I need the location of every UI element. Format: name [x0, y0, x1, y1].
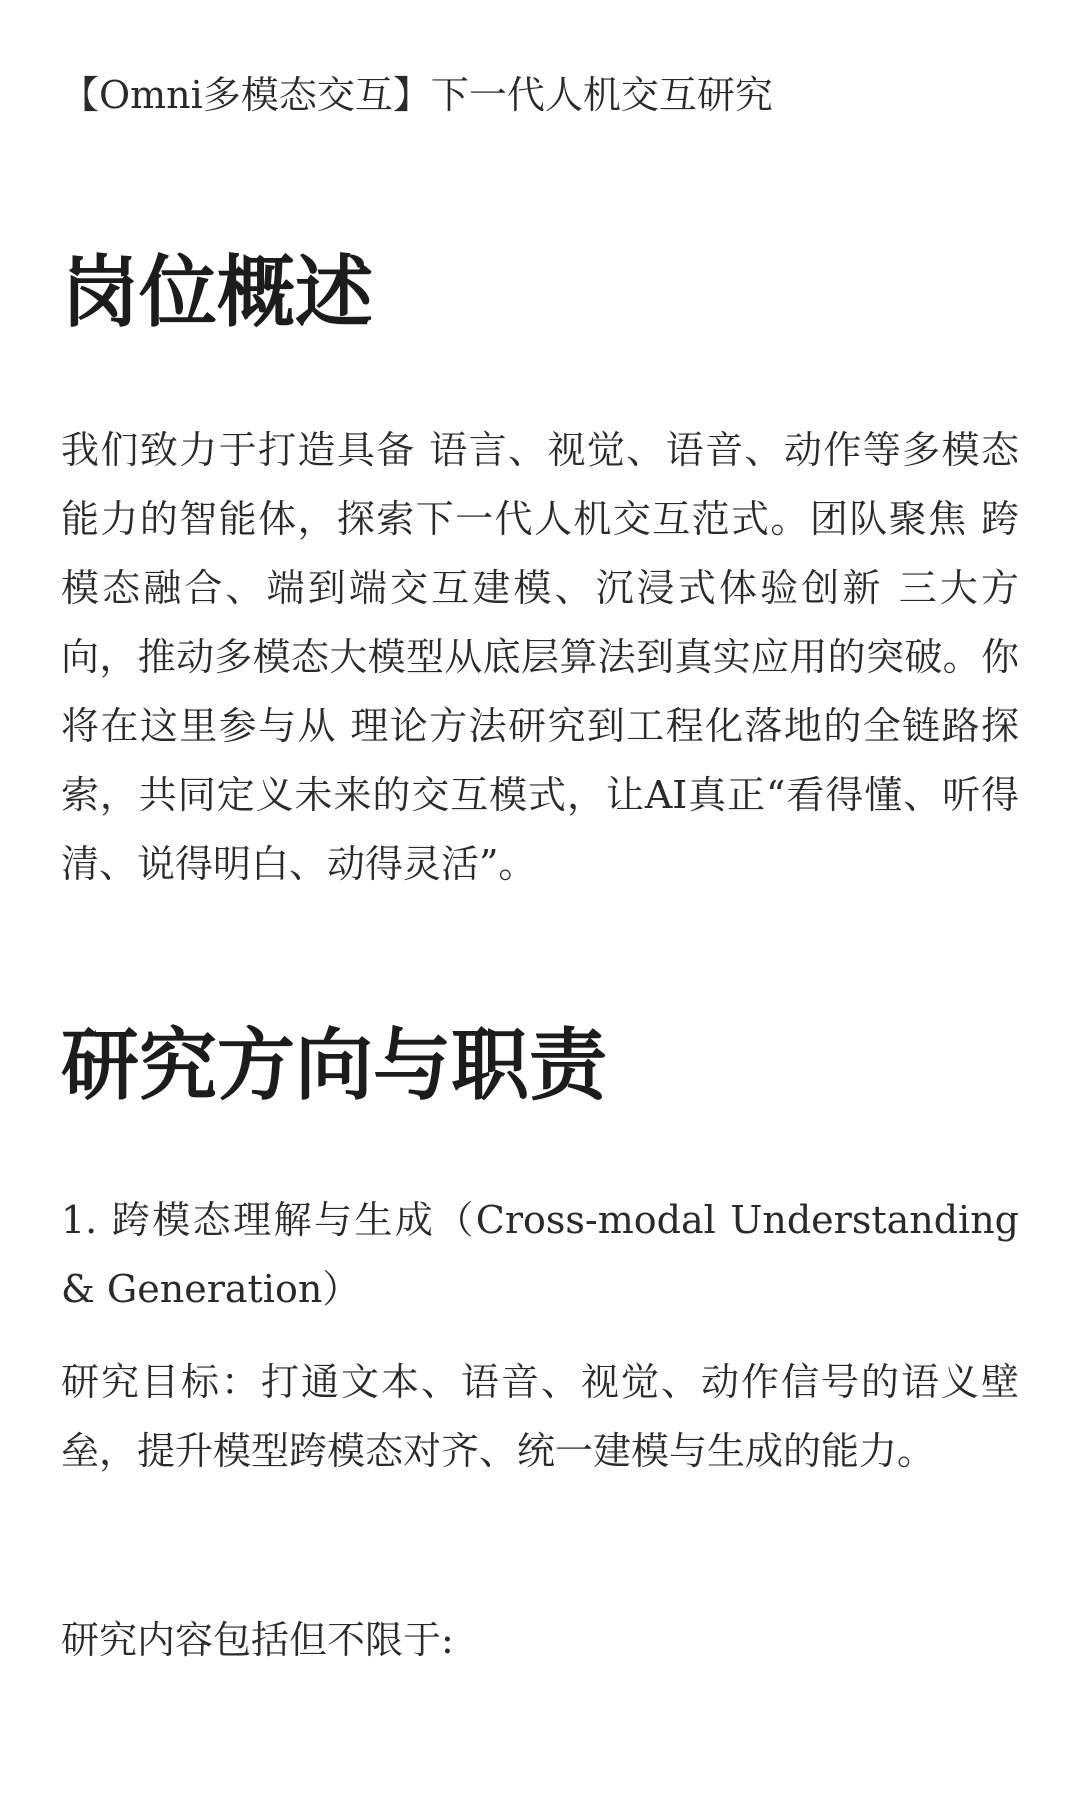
- section-heading-overview: 岗位概述: [61, 247, 374, 338]
- overview-paragraph: 我们致力于打造具备 语言、视觉、语音、动作等多模态能力的智能体，探索下一代人机交互范式。团队聚焦 跨模态融合、端到端交互建模、沉浸式体验创新 三大方向，推动多模态大模型从底层算法到真实应用的突破。你将在这里参与从 理论方法研究到工程化落地的全链路探索，共同定义未来的交互模式，让AI真正“看得懂、听得清、说得明白、动得灵活”。: [61, 428, 1019, 886]
- research-goal-paragraph: 研究目标：打通文本、语音、视觉、动作信号的语义壁垒，提升模型跨模态对齐、统一建模与生成的能力。: [61, 1360, 1019, 1473]
- page-title: 【Omni多模态交互】下一代人机交互研究: [61, 73, 773, 117]
- section-heading-research: 研究方向与职责: [61, 1020, 608, 1111]
- research-content-intro: 研究内容包括但不限于:: [61, 1618, 454, 1662]
- research-item-title: 1. 跨模态理解与生成（Cross-modal Understanding & Generation）: [61, 1198, 1019, 1311]
